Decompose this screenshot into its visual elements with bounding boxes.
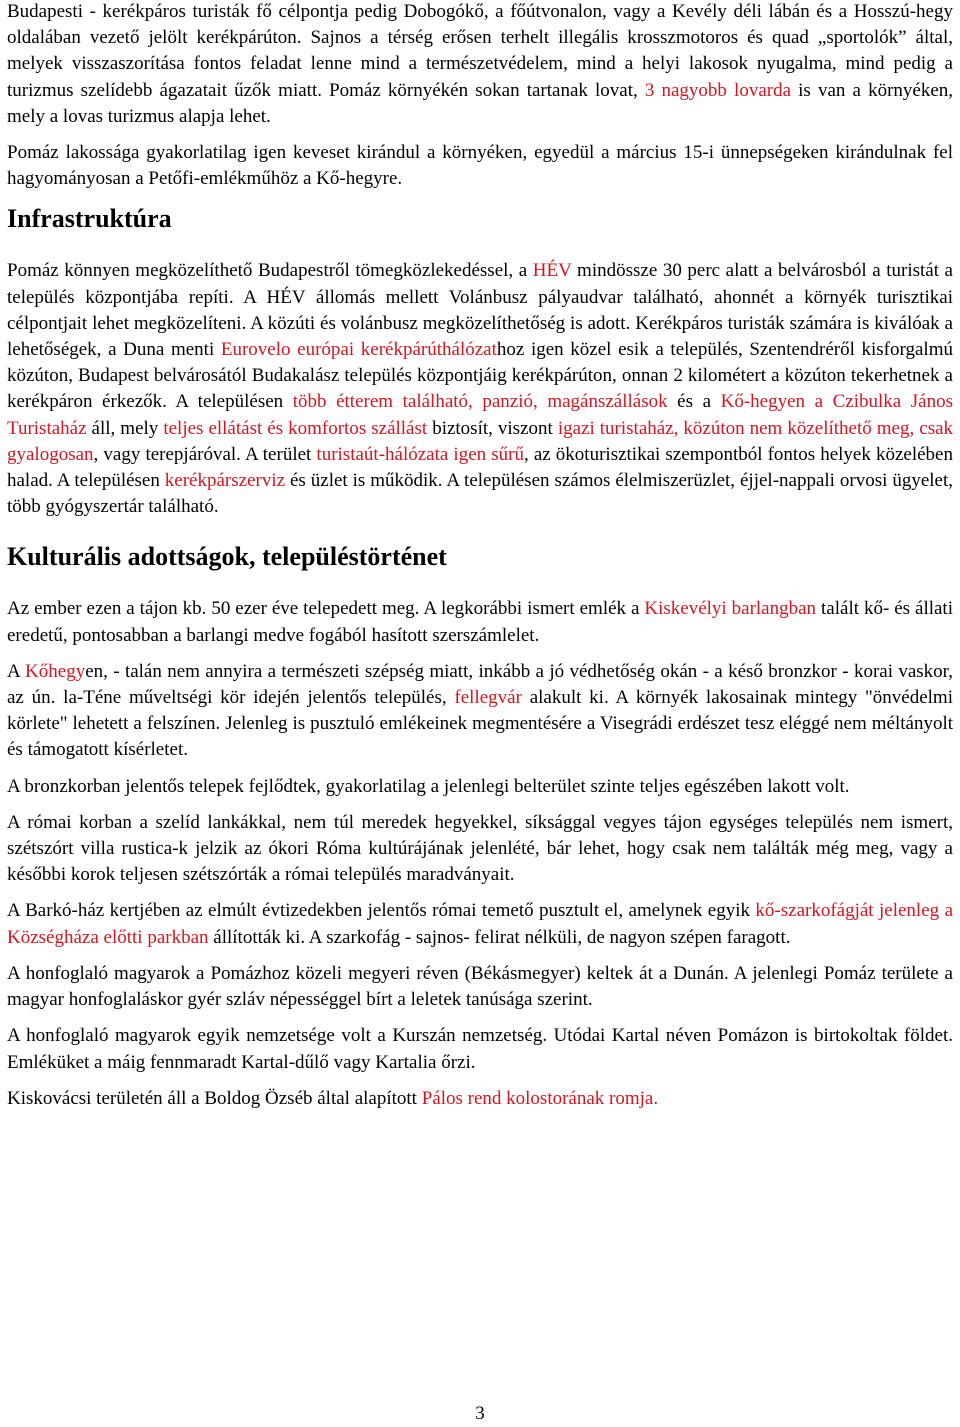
paragraph-local-hiking: Pomáz lakossága gyakorlatilag igen keveset kirándul a környéken, egyedül a március 15-i ünnepségeken kirándulnak fel hagyományosan a Petőfi-emlékműhöz a Kő-hegyre. — [7, 142, 953, 190]
link-fellegvar[interactable]: fellegvár — [454, 687, 522, 709]
link-kiskevelyi-barlang[interactable]: Kiskevélyi barlangban — [644, 598, 817, 620]
link-gyalogosan[interactable]: igazi turistaház, közúton nem közelíthető meg, csak gyalogosan — [7, 417, 954, 465]
text: hoz igen közel esik a település, Szentendréről kisforgalmú közúton, Budapest belvárosától Budakalász település központjáig kerékpárúton, onnan 2 kilométert a közúton tekerhetnek a kerékpáron érkezők. A településen — [7, 339, 953, 413]
link-restaurants[interactable]: több étterem található, panzió, magánszállások — [292, 391, 668, 413]
link-szarkofag[interactable]: kő-szarkofágját jelenleg a Községháza előtti parkban — [7, 900, 953, 948]
heading-culture-history: Kulturális adottságok, településtörténet — [7, 542, 447, 572]
text: és üzlet is működik. A településen számos élelmiszerüzlet, éjjel-nappali orvosi ügyelet, több gyógyszertár található. — [7, 470, 953, 518]
link-kerekparszerviz[interactable]: kerékpárszerviz — [164, 470, 286, 492]
paragraph-kohegy — [7, 659, 953, 764]
text: Budapesti - kerékpáros turisták fő célpontja pedig Dobogókő, a főútvonalon, vagy a Kevély déli lábán és a Hosszú-hegy oldalában vezető jelölt kerékpárúton. Sajnos a térség erősen terhelt illegális krosszmotoros és quad „sportolók” által, melyek visszaszorítása fontos feladat lenne mind a természetvédelem, mind a helyi lakosok nyugalma, mind pedig a turizmus szelídebb ágazatait űzők miatt. Pomáz környékén sokan tartanak lovat, — [7, 1, 953, 101]
paragraph-bronze-age: A bronzkorban jelentős telepek fejlődtek, gyakorlatilag a jelenlegi belterület szinte teljes egészében lakott volt. — [7, 775, 850, 797]
text: A Barkó-ház kertjében az elmúlt évtizedekben jelentős római temető pusztult el, amelynek egyik — [7, 900, 756, 922]
page-number: 3 — [475, 1403, 485, 1424]
link-kohegy[interactable]: Kőhegy — [25, 660, 86, 682]
paragraph-conquest: A honfoglaló magyarok a Pomázhoz közeli megyeri réven (Békásmegyer) keltek át a Dunán. A jelenlegi Pomáz területe a magyar honfoglaláskor gyér szláv népességgel bírt a leletek tanúsága szerint. — [7, 962, 953, 1011]
text: Az ember ezen a tájon kb. 50 ezer éve telepedett meg. A legkorábbi ismert emlék a — [7, 598, 645, 620]
text: alakult ki. A környék lakosainak mintegy "önvédelmi körlete" lehetett a felszínen. Jelenleg is pusztuló emlékeinek megmentésére a Visegrádi erdészet tesz eléggé nem méltányolt és támogatott kísérletet. — [7, 687, 953, 761]
text: talált kő- és állati eredetű, pontosabban a barlangi medve fogából hasított szerszámlelet. — [7, 598, 953, 646]
link-ellatas[interactable]: teljes ellátást és komfortos szállást — [163, 417, 428, 439]
paragraph-kurszan: A honfoglaló magyarok egyik nemzetsége volt a Kurszán nemzetség. Utódai Kartal néven Pomázon is birtokoltak földet. Emléküket a máig fennmaradt Kartal-dűlő vagy Kartalia őrzi. — [7, 1025, 953, 1073]
paragraph-cycling-tourism — [7, 0, 953, 130]
text: is van a környéken, mely a lovas turizmus alapja lehet. — [7, 79, 954, 127]
text: A — [7, 660, 26, 682]
text: mindössze 30 perc alatt a belvárosból a turistát a település központjába repíti. A HÉV állomás mellett Volánbusz pályaudvar található, ahonnét a környék turisztikai célpontjait lehet megközelíteni. A közúti és volánbusz megközelíthetőség is adott. Kerékpáros turisták számára is kiválóak a lehetőségek, a Duna menti — [7, 260, 953, 361]
link-turistahaz[interactable]: Kő-hegyen a Czibulka János Turistaház — [7, 391, 953, 439]
document-page — [7, 0, 953, 1112]
text: Kiskovácsi területén áll a Boldog Özséb által alapított — [7, 1087, 422, 1109]
text: en, - talán nem annyira a természeti szépség miatt, inkább a jó védhetőség okán - a késő bronzkor - korai vaskor, az ún. la-Téne műveltségi kör idején jelentős település, — [7, 660, 953, 709]
text: állították ki. A szarkofág - sajnos- felirat nélküli, de nagyon szépen faragott. — [208, 926, 791, 948]
link-palos-kolostor[interactable]: Pálos rend kolostorának romja. — [421, 1087, 659, 1109]
link-eurovelo[interactable]: Eurovelo európai kerékpárúthálózat — [220, 339, 497, 361]
text: és a — [667, 391, 721, 413]
text: , vagy terepjáróval. A terület — [93, 443, 317, 465]
link-lovarda[interactable]: 3 nagyobb lovarda — [644, 79, 792, 101]
paragraph-prehistory — [7, 596, 953, 648]
link-hev[interactable]: HÉV — [532, 260, 572, 282]
heading-infrastructure: Infrastruktúra — [7, 204, 172, 234]
paragraph-infrastructure — [7, 258, 953, 520]
paragraph-roman-era: A római korban a szelíd lankákkal, nem túl meredek hegyekkel, síksággal vegyes tájon egységes település nem ismert, szétszórt villa rustica-k jelzik az ókori Róma kultúrájának jelenlété, bár lehet, hogy csak nem találták még meg, vagy a későbbi korok teljesen szétszórták a római település maradványait. — [7, 811, 953, 886]
paragraph-kiskovacsi — [7, 1086, 953, 1112]
text: , az ökoturisztikai szempontból fontos helyek közelében halad. A településen — [7, 443, 953, 492]
link-turistaut[interactable]: turistaút-hálózata igen sűrű — [316, 443, 524, 465]
text: áll, mely — [86, 417, 164, 439]
text: biztosít, viszont — [427, 417, 558, 439]
text: Pomáz könnyen megközelíthető Budapestről tömegközlekedéssel, a — [7, 260, 533, 282]
paragraph-barko-haz — [7, 898, 953, 950]
